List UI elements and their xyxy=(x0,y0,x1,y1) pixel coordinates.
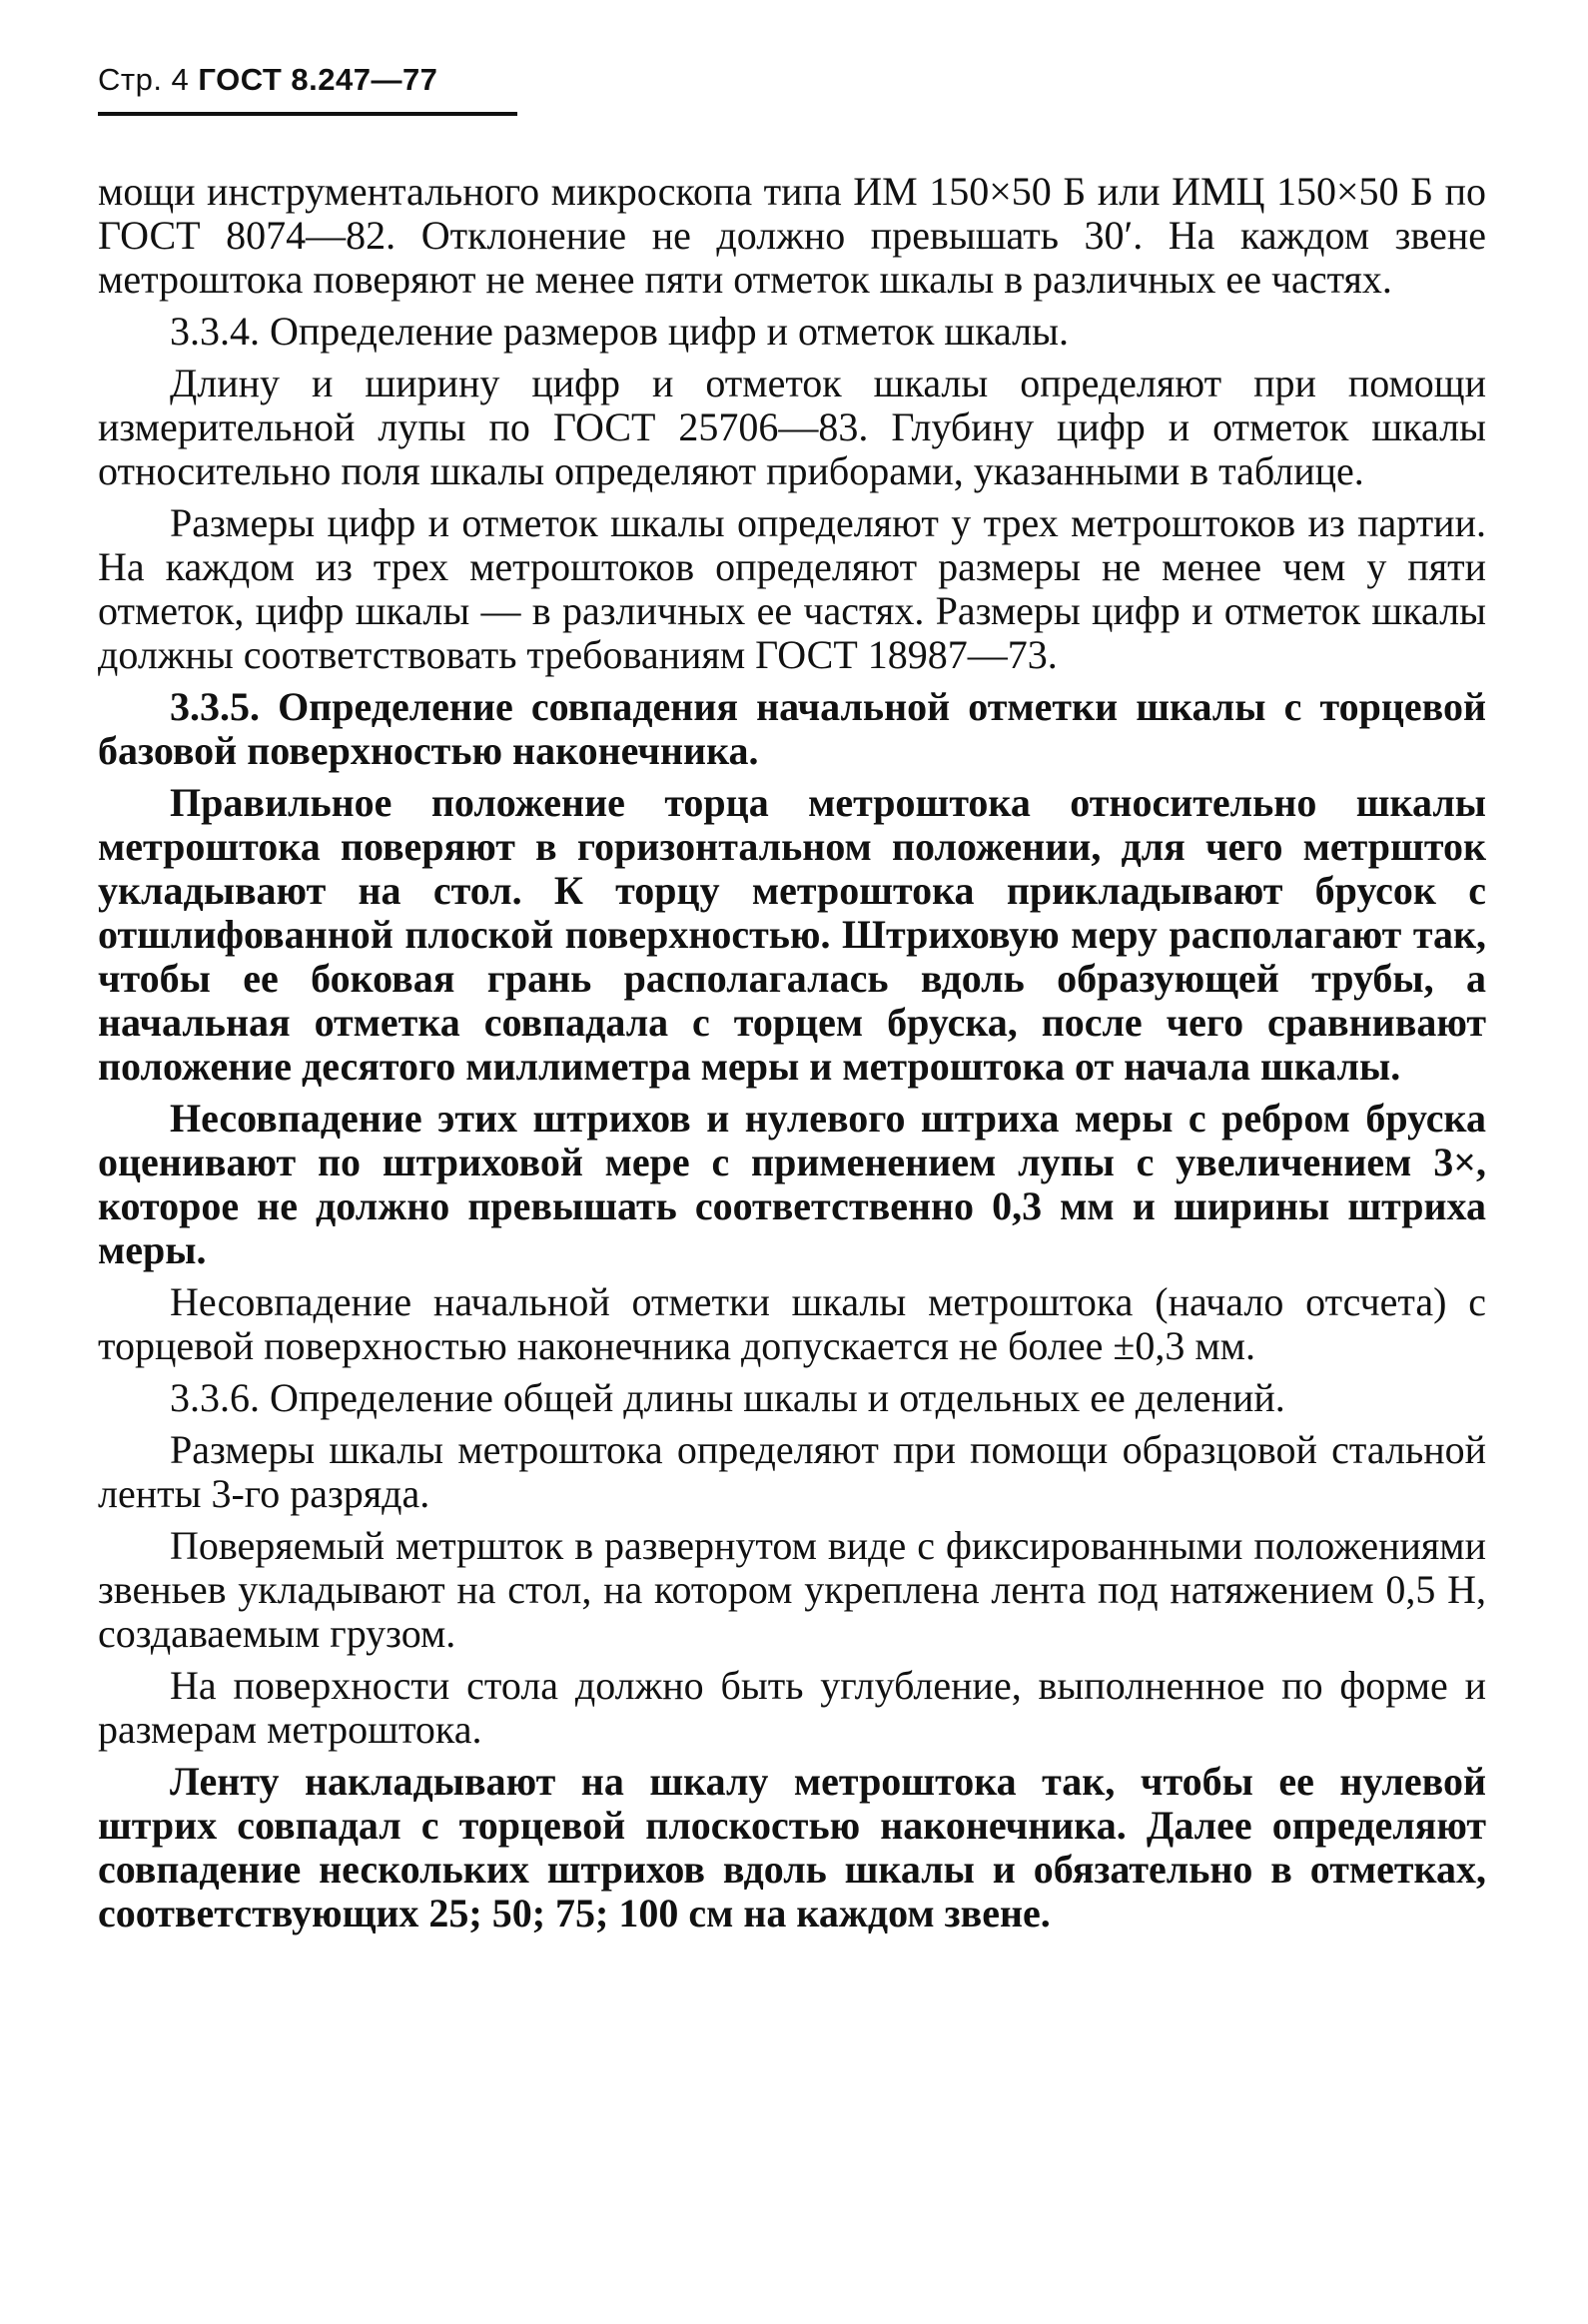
paragraph: Несовпадение начальной отметки шкалы метроштока (начало отсчета) с торцевой поверхностью наконечника допускается не более ±0,3 мм. xyxy=(98,1279,1486,1368)
header-rule xyxy=(98,112,517,116)
page-number: Стр. 4 xyxy=(98,62,190,97)
paragraph: Размеры шкалы метроштока определяют при помощи образцовой стальной ленты 3-го разряда. xyxy=(98,1427,1486,1516)
paragraph: Несовпадение этих штрихов и нулевого штриха меры с ребром бруска оценивают по штриховой мере с применением лупы с увеличением 3×, которое не должно превышать соответственно 0,3 мм и ширины штриха меры. xyxy=(98,1096,1486,1272)
paragraph: Ленту накладывают на шкалу метроштока так, чтобы ее нулевой штрих совпадал с торцевой плоскостью наконечника. Далее определяют совпадение нескольких штрихов вдоль шкалы и обязательно в отметках, соответствующих 25; 50; 75; 100 см на каждом звене. xyxy=(98,1759,1486,1936)
paragraph: Правильное положение торца метроштока относительно шкалы метроштока поверяют в горизонтальном положении, для чего метршток укладывают на стол. К торцу метроштока прикладывают брусок с отшлифованной плоской поверхностью. Штриховую меру располагают так, чтобы ее боковая грань располагалась вдоль образующей трубы, а начальная отметка совпадала с торцем бруска, после чего сравнивают положение десятого миллиметра меры и метроштока от начала шкалы. xyxy=(98,780,1486,1089)
section-heading-3-3-6: 3.3.6. Определение общей длины шкалы и отдельных ее делений. xyxy=(170,1375,1285,1420)
paragraph: Размеры цифр и отметок шкалы определяют у трех метроштоков из партии. На каждом из трех метроштоков определяют размеры не менее чем у пяти отметок, цифр шкалы — в различных ее частях. Размеры цифр и отметок шкалы должны соответствовать требованиям ГОСТ 18987—73. xyxy=(98,500,1486,677)
page-header xyxy=(98,62,437,98)
section-heading-3-3-5: 3.3.5. Определение совпадения начальной отметки шкалы с торцевой базовой поверхностью наконечника. xyxy=(98,684,1486,773)
standard-code: ГОСТ 8.247—77 xyxy=(198,62,438,97)
paragraph: На поверхности стола должно быть углубление, выполненное по форме и размерам метроштока. xyxy=(98,1663,1486,1752)
paragraph: Поверяемый метршток в развернутом виде с фиксированными положениями звеньев укладывают на стол, на котором укреплена лента под натяжением 0,5 Н, создаваемым грузом. xyxy=(98,1523,1486,1656)
paragraph: Длину и ширину цифр и отметок шкалы определяют при помощи измерительной лупы по ГОСТ 25706—83. Глубину цифр и отметок шкалы относительно поля шкалы определяют приборами, указанными в таблице. xyxy=(98,361,1486,493)
document-body xyxy=(98,170,1486,1943)
paragraph-continuation: мощи инструментального микроскопа типа ИМ 150×50 Б или ИМЦ 150×50 Б по ГОСТ 8074—82. Отклонение не должно превышать 30′. На каждом звене метроштока поверяют не менее пяти отметок шкалы в различных ее частях. xyxy=(98,169,1486,302)
section-heading-3-3-4: 3.3.4. Определение размеров цифр и отметок шкалы. xyxy=(170,309,1069,354)
